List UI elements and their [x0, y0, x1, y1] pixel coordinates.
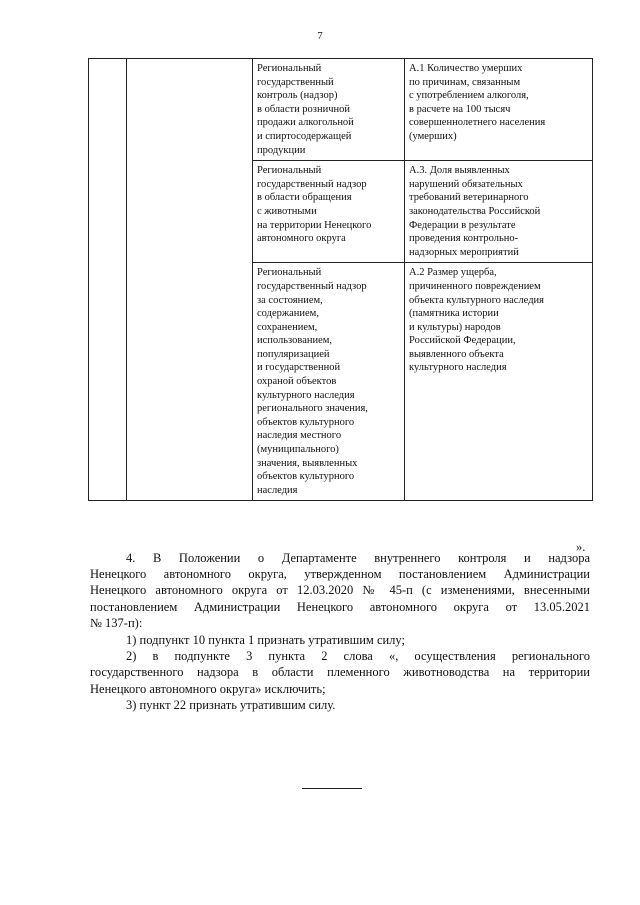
cell-text-line: с животными [257, 205, 317, 217]
cell-text-line: выявленного объекта [409, 348, 504, 360]
page-number: 7 [317, 30, 323, 42]
cell-text-line: (умерших) [409, 130, 457, 142]
cell-text-line: надзорных мероприятий [409, 246, 519, 258]
paragraph-line: постановлением Администрации Ненецкого автономного округа от 13.05.2021 [90, 599, 590, 614]
subitem-2-line: государственного надзора в области племенного животноводства на территории [90, 665, 590, 680]
cell-text-line: по причинам, связанным [409, 76, 521, 88]
control-type-cell [253, 59, 405, 161]
control-type-cell [253, 263, 405, 501]
cell-text-line: значения, выявленных [257, 457, 358, 469]
cell-text-line: за состоянием, [257, 294, 323, 306]
cell-text-line: Региональный [257, 63, 322, 74]
cell-text-line: на территории Ненецкого [257, 219, 372, 231]
cell-text-line: (памятника истории [409, 308, 499, 320]
subitems-list [90, 632, 590, 713]
cell-text-line: контроль (надзор) [257, 90, 338, 102]
cell-text-line: продажи алкогольной [257, 117, 354, 129]
cell-text-line: государственный надзор [257, 178, 367, 190]
cell-text-line: и государственной [257, 362, 341, 374]
paragraph-line: Ненецкого автономного округа, утвержденном постановлением Администрации [90, 567, 590, 582]
cell-text-line: совершеннолетнего населения [409, 117, 546, 129]
cell-text-line: культурного наследия [409, 362, 507, 374]
cell-text-line: наследия [257, 484, 298, 496]
table-cell-empty-1 [89, 59, 127, 501]
paragraph-line: № 137-п): [90, 615, 143, 630]
cell-text-line: объекта культурного наследия [409, 294, 544, 306]
paragraph-line: Ненецкого автономного округа от 12.03.2020 № 45-п (с изменениями, внесенными [90, 583, 590, 598]
indicators-table [88, 58, 593, 501]
cell-text-line: Региональный [257, 267, 322, 279]
cell-text-line: А.2 Размер ущерба, [409, 267, 497, 279]
table-cell-empty-2 [127, 59, 253, 501]
cell-text-line: культурного наследия [257, 389, 355, 401]
cell-text-line: А.3. Доля выявленных [409, 165, 510, 177]
cell-text-line: наследия местного [257, 430, 342, 442]
cell-text-line: продукции [257, 144, 306, 156]
cell-text-line: государственный надзор [257, 280, 367, 292]
paragraph-line: 4. В Положении о Департаменте внутреннего контроля и надзора [126, 551, 590, 565]
cell-text-line: Региональный [257, 165, 322, 177]
subitem-2-line: Ненецкого автономного округа» исключить; [90, 681, 326, 696]
separator-line [302, 788, 362, 789]
cell-text-line: в области обращения [257, 192, 352, 204]
cell-text-line: популяризацией [257, 348, 330, 360]
cell-text-line: содержанием, [257, 308, 319, 320]
cell-text-line: автономного округа [257, 233, 346, 245]
cell-text-line: в области розничной [257, 103, 350, 115]
cell-text-line: нарушений обязательных [409, 178, 523, 190]
cell-text-line: Федерации в результате [409, 219, 516, 231]
cell-text-line: объектов культурного [257, 416, 355, 428]
cell-text-line: охраной объектов [257, 376, 337, 388]
cell-text-line: (муниципального) [257, 444, 339, 456]
cell-text-line: регионального значения, [257, 403, 368, 415]
cell-text-line: с употреблением алкоголя, [409, 90, 529, 102]
indicator-cell [405, 263, 593, 501]
cell-text-line: в расчете на 100 тысяч [409, 103, 511, 115]
cell-text-line: объектов культурного [257, 471, 355, 483]
cell-text-line: сохранением, [257, 321, 318, 333]
cell-text-line: А.1 Количество умерших [409, 63, 523, 74]
closing-quote: ». [576, 540, 586, 554]
cell-text-line: и культуры) народов [409, 321, 501, 333]
indicator-cell [405, 59, 593, 161]
control-type-cell [253, 161, 405, 263]
indicator-cell [405, 161, 593, 263]
cell-text-line: Российской Федерации, [409, 335, 516, 347]
subitem-3: 3) пункт 22 признать утратившим силу. [126, 697, 336, 712]
cell-text-line: причиненного повреждением [409, 280, 541, 292]
cell-text-line: использованием, [257, 335, 333, 347]
cell-text-line: и спиртосодержащей [257, 130, 352, 142]
cell-text-line: государственный [257, 76, 334, 88]
paragraph-4 [90, 550, 590, 631]
cell-text-line: проведения контрольно- [409, 233, 519, 245]
subitem-2-line: 2) в подпункте 3 пункта 2 слова «, осуществления регионального [126, 649, 590, 664]
subitem-1: 1) подпункт 10 пункта 1 признать утратившим силу; [126, 633, 405, 647]
cell-text-line: законодательства Российской [409, 205, 541, 217]
cell-text-line: требований ветеринарного [409, 192, 529, 204]
table-row [89, 59, 593, 161]
